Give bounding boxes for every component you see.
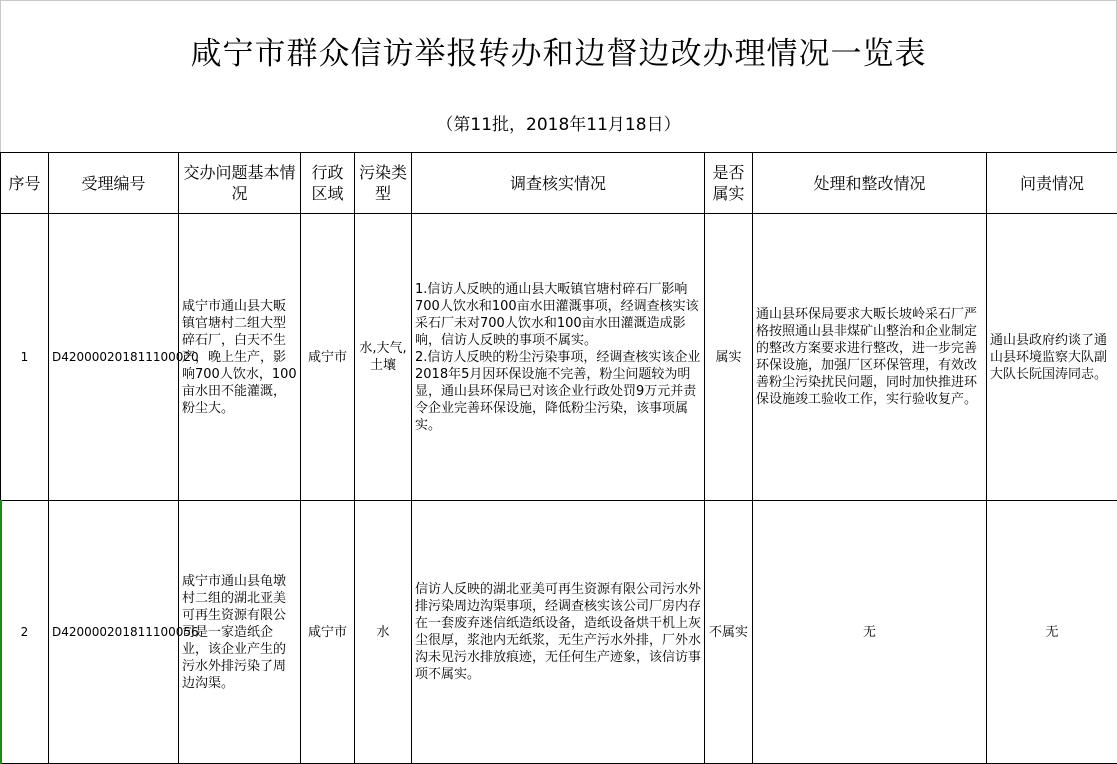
cell-handling[interactable]: 通山县环保局要求大畈长坡岭采石厂严格按照通山县非煤矿山整治和企业制定的整改方案要求进行整改，进一步完善环保设施，加强厂区环保管理，有效改善粉尘污染扰民问题，同时加快推进环保设施竣工验收工作，实行验收复产。	[753, 214, 987, 501]
cell-problem[interactable]: 咸宁市通山县大畈镇官塘村二组大型碎石厂，白天不生产，晚上生产，影响700人饮水，100亩水田不能灌溉，粉尘大。	[179, 214, 301, 501]
cell-accountability[interactable]: 无	[987, 501, 1117, 764]
header-cell-handling[interactable]: 处理和整改情况	[753, 153, 987, 214]
cell-pollution[interactable]: 水	[355, 501, 412, 764]
petition-table	[0, 152, 1117, 764]
header-cell-index[interactable]: 序号	[1, 153, 49, 214]
header-row	[1, 153, 1117, 214]
header-cell-problem[interactable]: 交办问题基本情况	[179, 153, 301, 214]
cell-verified[interactable]: 不属实	[705, 501, 753, 764]
header-cell-verified[interactable]: 是否属实	[705, 153, 753, 214]
header-cell-region[interactable]: 行政区域	[301, 153, 355, 214]
cell-handling[interactable]: 无	[753, 501, 987, 764]
header-cell-case-id[interactable]: 受理编号	[49, 153, 179, 214]
table-row	[1, 214, 1117, 501]
cell-problem[interactable]: 咸宁市通山县龟墩村二组的湖北亚美可再生资源有限公司是一家造纸企业，该企业产生的污水外排污染了周边沟渠。	[179, 501, 301, 764]
cell-investigation[interactable]: 1.信访人反映的通山县大畈镇官塘村碎石厂影响700人饮水和100亩水田灌溉事项，经调查核实该采石厂未对700人饮水和100亩水田灌溉造成影响，信访人反映的事项不属实。 2.信访人反映的粉尘污染事项，经调查核实该企业2018年5月因环保设施不完善，粉尘问题较为明显，通山县环保局已对该企业行政处罚9万元并责令企业完善环保设施，降低粉尘污染，该事项属实。	[412, 214, 705, 501]
header-cell-pollution[interactable]: 污染类型	[355, 153, 412, 214]
cell-case-id[interactable]: D420000201811100020	[49, 214, 179, 501]
header-cell-investigation[interactable]: 调查核实情况	[412, 153, 705, 214]
cell-pollution[interactable]: 水,大气,土壤	[355, 214, 412, 501]
cell-index[interactable]: 1	[1, 214, 49, 501]
header-cell-accountability[interactable]: 问责情况	[987, 153, 1117, 214]
cell-investigation[interactable]: 信访人反映的湖北亚美可再生资源有限公司污水外排污染周边沟渠事项，经调查核实该公司厂房内存在一套废弃迷信纸造纸设备，造纸设备烘干机上灰尘很厚，浆池内无纸浆，无生产污水外排，厂外水沟未见污水排放痕迹，无任何生产迹象，该信访事项不属实。	[412, 501, 705, 764]
cell-verified[interactable]: 属实	[705, 214, 753, 501]
table-row	[1, 501, 1117, 764]
document-title: 咸宁市群众信访举报转办和边督边改办理情况一览表	[190, 36, 927, 72]
cell-region[interactable]: 咸宁市	[301, 501, 355, 764]
cell-index[interactable]: 2	[1, 501, 49, 764]
cell-accountability[interactable]: 通山县政府约谈了通山县环境监察大队副大队长阮国涛同志。	[987, 214, 1117, 501]
selection-edge-marker	[0, 500, 2, 764]
cell-region[interactable]: 咸宁市	[301, 214, 355, 501]
cell-case-id[interactable]: D420000201811100056	[49, 501, 179, 764]
document-subtitle: （第11批，2018年11月18日）	[436, 115, 681, 135]
